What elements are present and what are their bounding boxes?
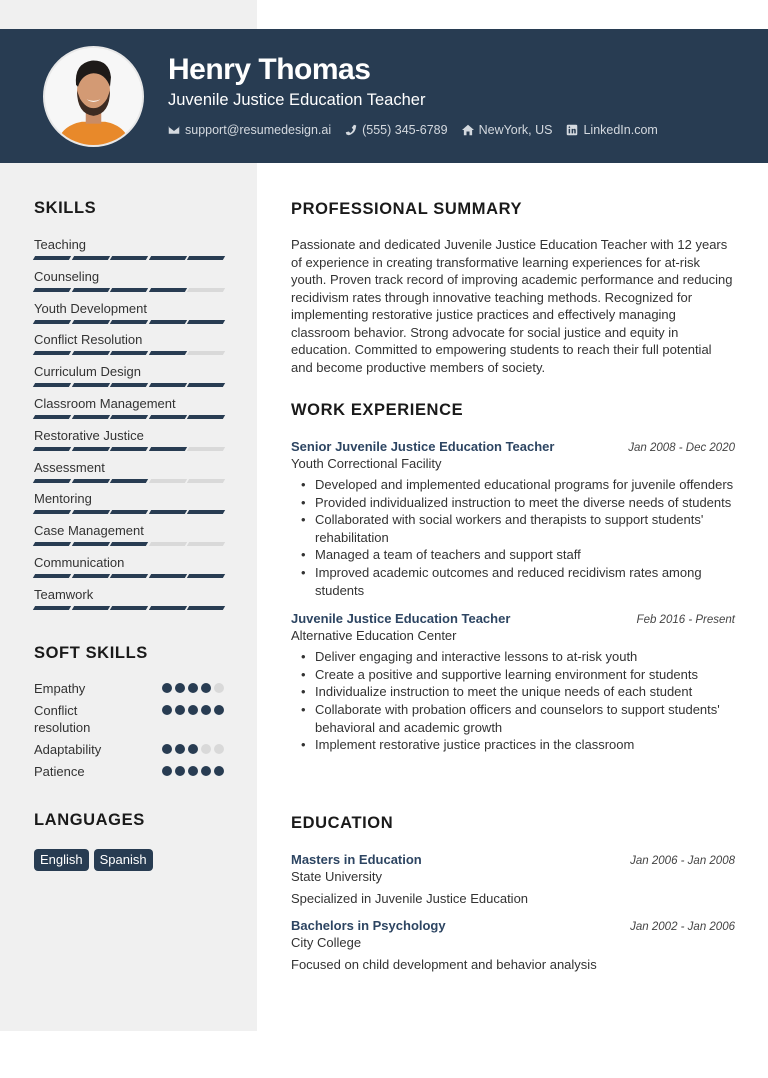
education-school: State University bbox=[291, 869, 383, 884]
skill-level-segment bbox=[148, 510, 186, 514]
language-tag: English bbox=[34, 849, 89, 871]
skill-level-segment bbox=[33, 351, 71, 355]
skill-level-segment bbox=[33, 447, 71, 451]
skill-label: Case Management bbox=[34, 523, 144, 539]
job-bullet: • Collaborated with social workers and therapists to support students' rehabilitation bbox=[291, 511, 735, 546]
skill-level-segment bbox=[148, 542, 186, 546]
skill-item bbox=[34, 364, 224, 396]
skill-level-segment bbox=[33, 479, 71, 483]
skill-level-segment bbox=[110, 447, 148, 451]
soft-skill-label: Conflict resolution bbox=[34, 703, 91, 735]
summary-section bbox=[291, 199, 735, 376]
skill-item bbox=[34, 301, 224, 333]
education-list bbox=[291, 851, 735, 973]
job-bullet: • Developed and implemented educational programs for juvenile offenders bbox=[291, 476, 735, 494]
rating-dot-icon bbox=[162, 683, 172, 693]
skill-label: Teamwork bbox=[34, 586, 94, 602]
skill-level-segment bbox=[148, 383, 186, 387]
skill-level-bars bbox=[34, 256, 224, 260]
skill-level-segment bbox=[71, 415, 109, 419]
job-organization: Alternative Education Center bbox=[291, 628, 457, 644]
skill-label: Mentoring bbox=[34, 491, 92, 507]
skill-label: Classroom Management bbox=[34, 395, 176, 411]
skill-level-segment bbox=[187, 320, 225, 324]
skill-level-segment bbox=[187, 256, 225, 260]
soft-skill-rating-dots bbox=[162, 702, 224, 736]
jobs-list bbox=[291, 438, 735, 754]
skill-level-bars bbox=[34, 288, 224, 292]
soft-skills-heading: SOFT SKILLS bbox=[34, 644, 148, 662]
profile-photo bbox=[43, 46, 144, 147]
soft-skill-item bbox=[34, 763, 224, 780]
education-entry bbox=[291, 917, 735, 973]
skill-item bbox=[34, 396, 224, 428]
soft-skill-rating-dots bbox=[162, 741, 224, 758]
job-dates: Feb 2016 - Present bbox=[636, 614, 735, 627]
rating-dot-icon bbox=[214, 766, 224, 776]
skill-level-segment bbox=[71, 256, 109, 260]
experience-heading: WORK EXPERIENCE bbox=[291, 401, 464, 419]
summary-heading: PROFESSIONAL SUMMARY bbox=[291, 200, 523, 218]
candidate-title: Juvenile Justice Education Teacher bbox=[168, 91, 426, 109]
skill-level-segment bbox=[187, 415, 225, 419]
education-description: Focused on child development and behavior analysis bbox=[291, 957, 597, 972]
skill-level-segment bbox=[148, 574, 186, 578]
skill-level-segment bbox=[148, 447, 186, 451]
home-icon bbox=[462, 124, 474, 136]
skill-item bbox=[34, 237, 224, 269]
skill-level-segment bbox=[110, 542, 148, 546]
skill-level-bars bbox=[34, 351, 224, 355]
skill-level-segment bbox=[187, 351, 225, 355]
skill-level-segment bbox=[33, 574, 71, 578]
skill-level-bars bbox=[34, 415, 224, 419]
rating-dot-icon bbox=[188, 766, 198, 776]
skill-level-segment bbox=[33, 415, 71, 419]
skills-list bbox=[34, 237, 224, 619]
skill-label: Teaching bbox=[34, 237, 87, 252]
skill-level-segment bbox=[71, 383, 109, 387]
education-header bbox=[291, 851, 735, 868]
skill-level-segment bbox=[33, 256, 71, 260]
skill-level-segment bbox=[187, 383, 225, 387]
soft-skill-item bbox=[34, 702, 224, 736]
skill-level-segment bbox=[187, 574, 225, 578]
skill-level-segment bbox=[187, 606, 225, 610]
skill-level-bars bbox=[34, 320, 224, 324]
job-bullets bbox=[291, 648, 735, 754]
rating-dot-icon bbox=[214, 705, 224, 715]
contact-phone[interactable] bbox=[345, 122, 447, 138]
soft-skill-label: Patience bbox=[34, 764, 85, 779]
education-dates: Jan 2002 - Jan 2006 bbox=[630, 921, 735, 933]
contact-phone-text: (555) 345-6789 bbox=[362, 123, 448, 137]
skill-level-segment bbox=[110, 288, 148, 292]
skill-level-segment bbox=[110, 415, 148, 419]
envelope-icon bbox=[168, 124, 180, 136]
contact-linkedin-text: LinkedIn.com bbox=[583, 123, 658, 137]
contact-location bbox=[462, 122, 553, 138]
skill-level-segment bbox=[148, 288, 186, 292]
skill-level-segment bbox=[110, 574, 148, 578]
skill-level-segment bbox=[187, 542, 225, 546]
skill-level-segment bbox=[110, 256, 148, 260]
education-heading: EDUCATION bbox=[291, 814, 394, 832]
skill-level-segment bbox=[148, 256, 186, 260]
skill-level-segment bbox=[148, 351, 186, 355]
skill-level-segment bbox=[33, 320, 71, 324]
languages-heading: LANGUAGES bbox=[34, 811, 145, 829]
education-description: Specialized in Juvenile Justice Education bbox=[291, 891, 529, 906]
education-dates: Jan 2006 - Jan 2008 bbox=[630, 855, 735, 867]
skill-item bbox=[34, 555, 224, 587]
skill-label: Counseling bbox=[34, 268, 100, 284]
rating-dot-icon bbox=[214, 744, 224, 754]
skill-level-segment bbox=[33, 288, 71, 292]
rating-dot-icon bbox=[162, 705, 172, 715]
rating-dot-icon bbox=[201, 683, 211, 693]
skill-level-segment bbox=[71, 606, 109, 610]
skill-level-bars bbox=[34, 574, 224, 578]
phone-icon bbox=[345, 124, 357, 136]
skill-level-segment bbox=[110, 510, 148, 514]
skill-level-bars bbox=[34, 542, 224, 546]
skill-item bbox=[34, 460, 224, 492]
job-entry bbox=[291, 438, 735, 599]
skill-level-segment bbox=[110, 479, 148, 483]
job-bullets bbox=[291, 476, 735, 599]
skill-level-bars bbox=[34, 383, 224, 387]
skill-level-bars bbox=[34, 479, 224, 483]
rating-dot-icon bbox=[175, 744, 185, 754]
skill-level-segment bbox=[187, 447, 225, 451]
skill-level-segment bbox=[71, 574, 109, 578]
skill-label: Assessment bbox=[34, 459, 105, 475]
rating-dot-icon bbox=[175, 705, 185, 715]
skill-level-segment bbox=[187, 479, 225, 483]
skill-level-bars bbox=[34, 447, 224, 451]
skill-label: Restorative Justice bbox=[34, 427, 144, 443]
job-organization: Youth Correctional Facility bbox=[291, 456, 442, 471]
skill-label: Curriculum Design bbox=[34, 364, 141, 380]
soft-skill-rating-dots bbox=[162, 680, 224, 697]
job-bullet: • Collaborate with probation officers and counselors to support students' behavioral and academic growth bbox=[291, 701, 735, 736]
job-bullet: • Create a positive and supportive learning environment for students bbox=[291, 666, 735, 684]
job-bullet: • Implement restorative justice practices in the classroom bbox=[291, 736, 735, 754]
job-header bbox=[291, 438, 735, 455]
summary-text: Passionate and dedicated Juvenile Justice Education Teacher with 12 years of experience in creating transformative learning experiences for at-risk youth. Proven track record of improving academic performance and reducing recidivism rates through innovative teaching methods. Recognized for implementing restorative justice practices and effectively managing classroom behavior. Strong advocate for social justice and equity in education. Committed to empowering students to reach their full potential and become productive members of society. bbox=[291, 237, 733, 375]
soft-skill-label: Adaptability bbox=[34, 742, 102, 757]
soft-skill-item bbox=[34, 741, 224, 758]
skill-level-segment bbox=[71, 351, 109, 355]
skill-level-bars bbox=[34, 510, 224, 514]
skill-level-segment bbox=[148, 320, 186, 324]
avatar-portrait-icon bbox=[45, 48, 142, 145]
skill-level-segment bbox=[148, 479, 186, 483]
contact-info bbox=[168, 122, 658, 138]
skill-level-segment bbox=[71, 479, 109, 483]
job-bullet: • Provided individualized instruction to meet the diverse needs of students bbox=[291, 494, 735, 512]
rating-dot-icon bbox=[175, 683, 185, 693]
skill-label: Youth Development bbox=[34, 300, 147, 316]
skill-label: Communication bbox=[34, 554, 125, 570]
education-header bbox=[291, 917, 735, 934]
experience-section bbox=[291, 400, 735, 765]
skill-item bbox=[34, 428, 224, 460]
skill-level-segment bbox=[71, 447, 109, 451]
job-bullet: • Improved academic outcomes and reduced recidivism rates among students bbox=[291, 564, 735, 599]
rating-dot-icon bbox=[201, 744, 211, 754]
skill-level-segment bbox=[110, 606, 148, 610]
contact-email-text: support@resumedesign.ai bbox=[185, 123, 332, 137]
rating-dot-icon bbox=[214, 683, 224, 693]
job-header bbox=[291, 610, 735, 627]
contact-email[interactable] bbox=[168, 122, 331, 138]
skill-level-segment bbox=[148, 415, 186, 419]
skill-level-segment bbox=[187, 288, 225, 292]
rating-dot-icon bbox=[201, 705, 211, 715]
skill-level-bars bbox=[34, 606, 224, 610]
skill-level-segment bbox=[110, 383, 148, 387]
skill-item bbox=[34, 491, 224, 523]
skill-level-segment bbox=[110, 351, 148, 355]
skill-level-segment bbox=[33, 383, 71, 387]
education-entry bbox=[291, 851, 735, 907]
skill-item bbox=[34, 523, 224, 555]
job-entry bbox=[291, 610, 735, 754]
rating-dot-icon bbox=[188, 705, 198, 715]
education-section bbox=[291, 813, 735, 983]
skill-level-segment bbox=[148, 606, 186, 610]
contact-location-text: NewYork, US bbox=[478, 123, 553, 137]
education-degree: Masters in Education bbox=[291, 852, 422, 867]
job-bullet: • Deliver engaging and interactive lessons to at-risk youth bbox=[291, 648, 735, 666]
job-bullet: • Individualize instruction to meet the unique needs of each student bbox=[291, 683, 735, 701]
rating-dot-icon bbox=[188, 744, 198, 754]
skill-level-segment bbox=[33, 542, 71, 546]
languages-list bbox=[34, 849, 153, 871]
skill-item bbox=[34, 269, 224, 301]
job-role: Juvenile Justice Education Teacher bbox=[291, 611, 511, 627]
soft-skill-rating-dots bbox=[162, 763, 224, 780]
candidate-name: Henry Thomas bbox=[168, 53, 371, 86]
skill-level-segment bbox=[33, 510, 71, 514]
soft-skills-list bbox=[34, 680, 224, 785]
soft-skill-label: Empathy bbox=[34, 681, 86, 696]
skill-level-segment bbox=[71, 510, 109, 514]
skill-level-segment bbox=[71, 288, 109, 292]
rating-dot-icon bbox=[175, 766, 185, 776]
language-tag: Spanish bbox=[94, 849, 153, 871]
skill-level-segment bbox=[110, 320, 148, 324]
job-dates: Jan 2008 - Dec 2020 bbox=[628, 442, 735, 454]
skill-item bbox=[34, 332, 224, 364]
skill-level-segment bbox=[187, 510, 225, 514]
rating-dot-icon bbox=[162, 766, 172, 776]
skill-level-segment bbox=[71, 320, 109, 324]
rating-dot-icon bbox=[188, 683, 198, 693]
skill-level-segment bbox=[33, 606, 71, 610]
contact-linkedin[interactable] bbox=[566, 122, 657, 138]
rating-dot-icon bbox=[201, 766, 211, 776]
skill-label: Conflict Resolution bbox=[34, 332, 143, 348]
skills-heading: SKILLS bbox=[34, 199, 97, 217]
skill-level-segment bbox=[71, 542, 109, 546]
linkedin-icon bbox=[566, 124, 578, 136]
soft-skill-item bbox=[34, 680, 224, 697]
job-bullet: • Managed a team of teachers and support staff bbox=[291, 546, 735, 564]
education-degree: Bachelors in Psychology bbox=[291, 918, 446, 933]
rating-dot-icon bbox=[162, 744, 172, 754]
education-school: City College bbox=[291, 935, 362, 950]
skill-item bbox=[34, 587, 224, 619]
job-role: Senior Juvenile Justice Education Teacher bbox=[291, 439, 555, 454]
